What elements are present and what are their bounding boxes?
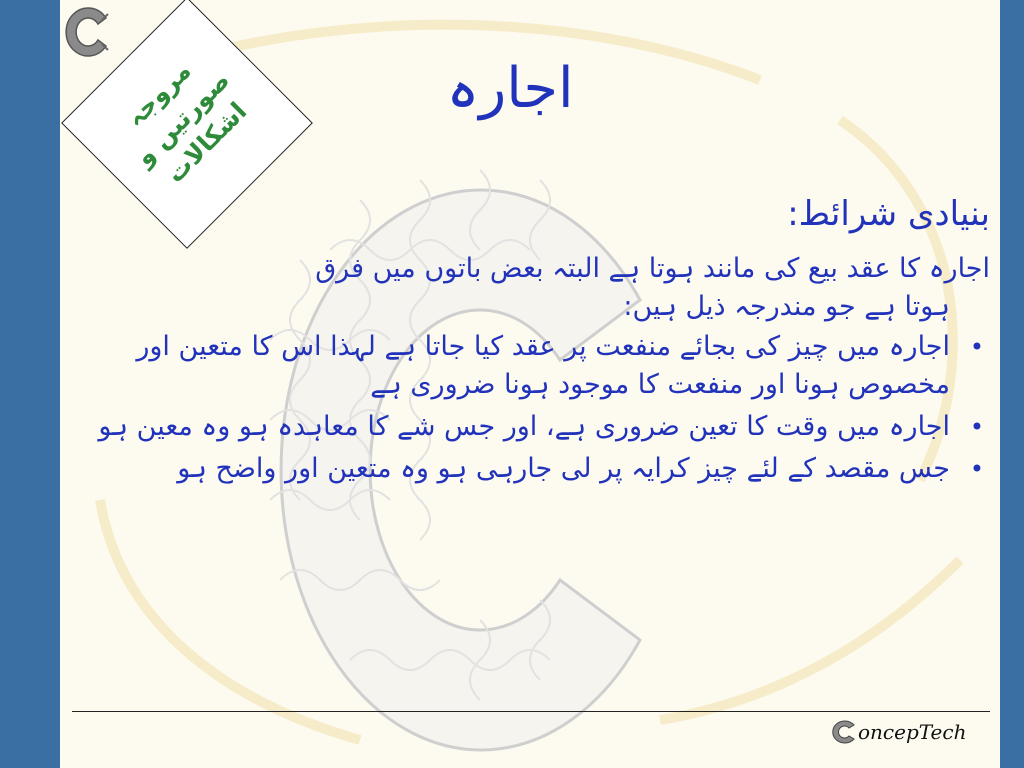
intro-line-2: ہوتا ہے جو مندرجہ ذیل ہیں: <box>623 291 950 322</box>
c-logo-icon <box>828 719 858 745</box>
footer-divider <box>72 711 990 712</box>
bullet-marker: • <box>969 455 984 483</box>
list-item <box>86 450 990 488</box>
c-logo-icon <box>62 4 114 60</box>
slide-body <box>86 188 990 492</box>
intro-paragraph <box>86 250 990 326</box>
stamp-label: مروجہ صورتیں و اشکالات <box>120 56 253 189</box>
bullet-marker: • <box>969 413 984 441</box>
brand-name: oncepTech <box>858 720 967 744</box>
list-item <box>86 328 990 404</box>
bullet-marker: • <box>969 333 984 361</box>
slide-title: اجارہ <box>446 56 574 121</box>
list-item-text: اجارہ میں وقت کا تعین ضروری ہے، اور جس شے کا معاہدہ ہو وہ معین ہو <box>98 411 950 442</box>
left-frame-bar <box>0 0 60 768</box>
right-frame-bar <box>1000 0 1024 768</box>
section-heading: بنیادی شرائط: <box>787 194 990 234</box>
footer-brand <box>828 718 966 746</box>
list-item <box>86 408 990 446</box>
list-item-text: جس مقصد کے لئے چیز کرایہ پر لی جارہی ہو وہ متعین اور واضح ہو <box>177 453 950 484</box>
conditions-list <box>86 328 990 488</box>
intro-line-1: اجارہ کا عقد بیع کی مانند ہوتا ہے البتہ بعض باتوں میں فرق <box>315 253 990 284</box>
list-item-text: اجارہ میں چیز کی بجائے منفعت پر عقد کیا جاتا ہے لہذا اس کا متعین اور مخصوص ہونا اور منفعت کا موجود ہونا ضروری ہے <box>136 331 950 400</box>
